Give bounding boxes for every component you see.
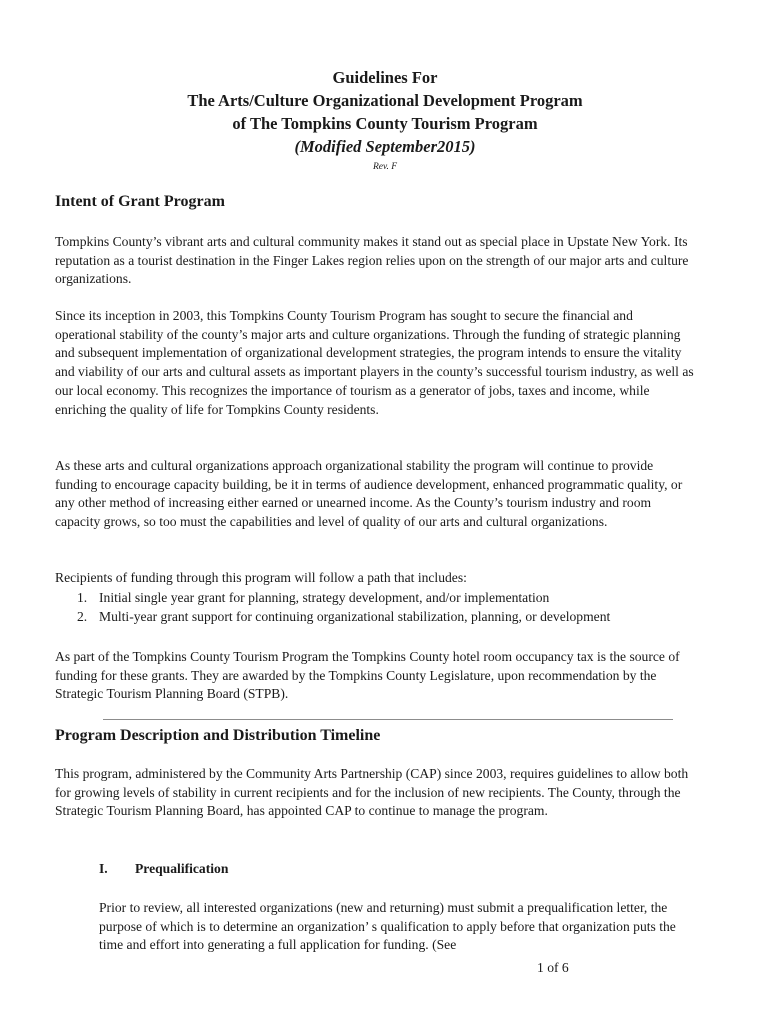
section-divider (103, 719, 673, 720)
intent-paragraph-5: As part of the Tompkins County Tourism Program the Tompkins County hotel room occupancy tax is the source of funding for these grants. They are awarded by the Tompkins County Legislature, upon recommendation by the Strategic Tourism Planning Board (STPB). (55, 649, 680, 702)
intent-paragraph-4: Recipients of funding through this program will follow a path that includes: (55, 570, 467, 585)
list-item-text: Initial single year grant for planning, strategy development, and/or implementation (99, 590, 550, 605)
program-paragraph-1: This program, administered by the Community Arts Partnership (CAP) since 2003, requires guidelines to allow both for growing levels of stability in current recipients and for the inclusion of new recipients. The County, through the Strategic Tourism Planning Board, has appointed CAP to continue to manage the program. (55, 766, 689, 819)
subheading-title: Prequalification (135, 861, 229, 876)
list-item-text: Multi-year grant support for continuing organizational stabilization, planning, or development (99, 609, 611, 624)
intent-paragraph-2: Since its inception in 2003, this Tompkins County Tourism Program has sought to secure the financial and operational stability of the county’s major arts and culture organizations. Through the funding of strategic planning and subsequent implementation of organizational development strategies, the program intends to ensure the vitality and viability of our arts and cultural assets as important players in the county’s successful tourism industry, as well as our local economy. This recognizes the importance of tourism as a generator of jobs, taxes and income, while enriching the quality of life for Tompkins County residents. (55, 308, 694, 417)
title-modified-date: (Modified September2015) (294, 137, 476, 156)
funding-path-list (55, 588, 695, 626)
revision-label: Rev. F (372, 162, 398, 172)
section-heading-intent: Intent of Grant Program (55, 193, 225, 210)
subheading-prequalification (99, 860, 228, 878)
title-line-1: Guidelines For (332, 68, 438, 87)
intent-paragraph-3: As these arts and cultural organizations approach organizational stability the program will continue to provide funding to encourage capacity building, be it in terms of audience development, enhanced programmatic quality, or any other method of increasing either earned or unearned income. As the County’s tourism industry and room capacity grows, so too must the capabilities and level of quality of our arts and cultural organizations. (55, 458, 683, 530)
list-item-number: 1. (77, 590, 88, 605)
title-line-2: The Arts/Culture Organizational Development Program (187, 91, 583, 110)
title-line-3: of The Tompkins County Tourism Program (232, 114, 538, 133)
title-block (0, 66, 770, 174)
list-item-number: 2. (77, 609, 88, 624)
list-item (55, 607, 695, 626)
section-heading-program: Program Description and Distribution Timeline (55, 727, 381, 744)
list-item (55, 588, 695, 607)
subheading-roman-numeral: I. (99, 861, 108, 876)
prequalification-paragraph: Prior to review, all interested organizations (new and returning) must submit a prequalification letter, the purpose of which is to determine an organization’ s qualification to apply before that organization puts the time and effort into generating a full application for funding. (See (99, 900, 676, 953)
intent-paragraph-1: Tompkins County’s vibrant arts and cultural community makes it stand out as special place in Upstate New York. Its reputation as a tourist destination in the Finger Lakes region relies upon on the strength of our major arts and culture organizations. (55, 234, 689, 287)
page-number: 1 of 6 (537, 960, 569, 975)
